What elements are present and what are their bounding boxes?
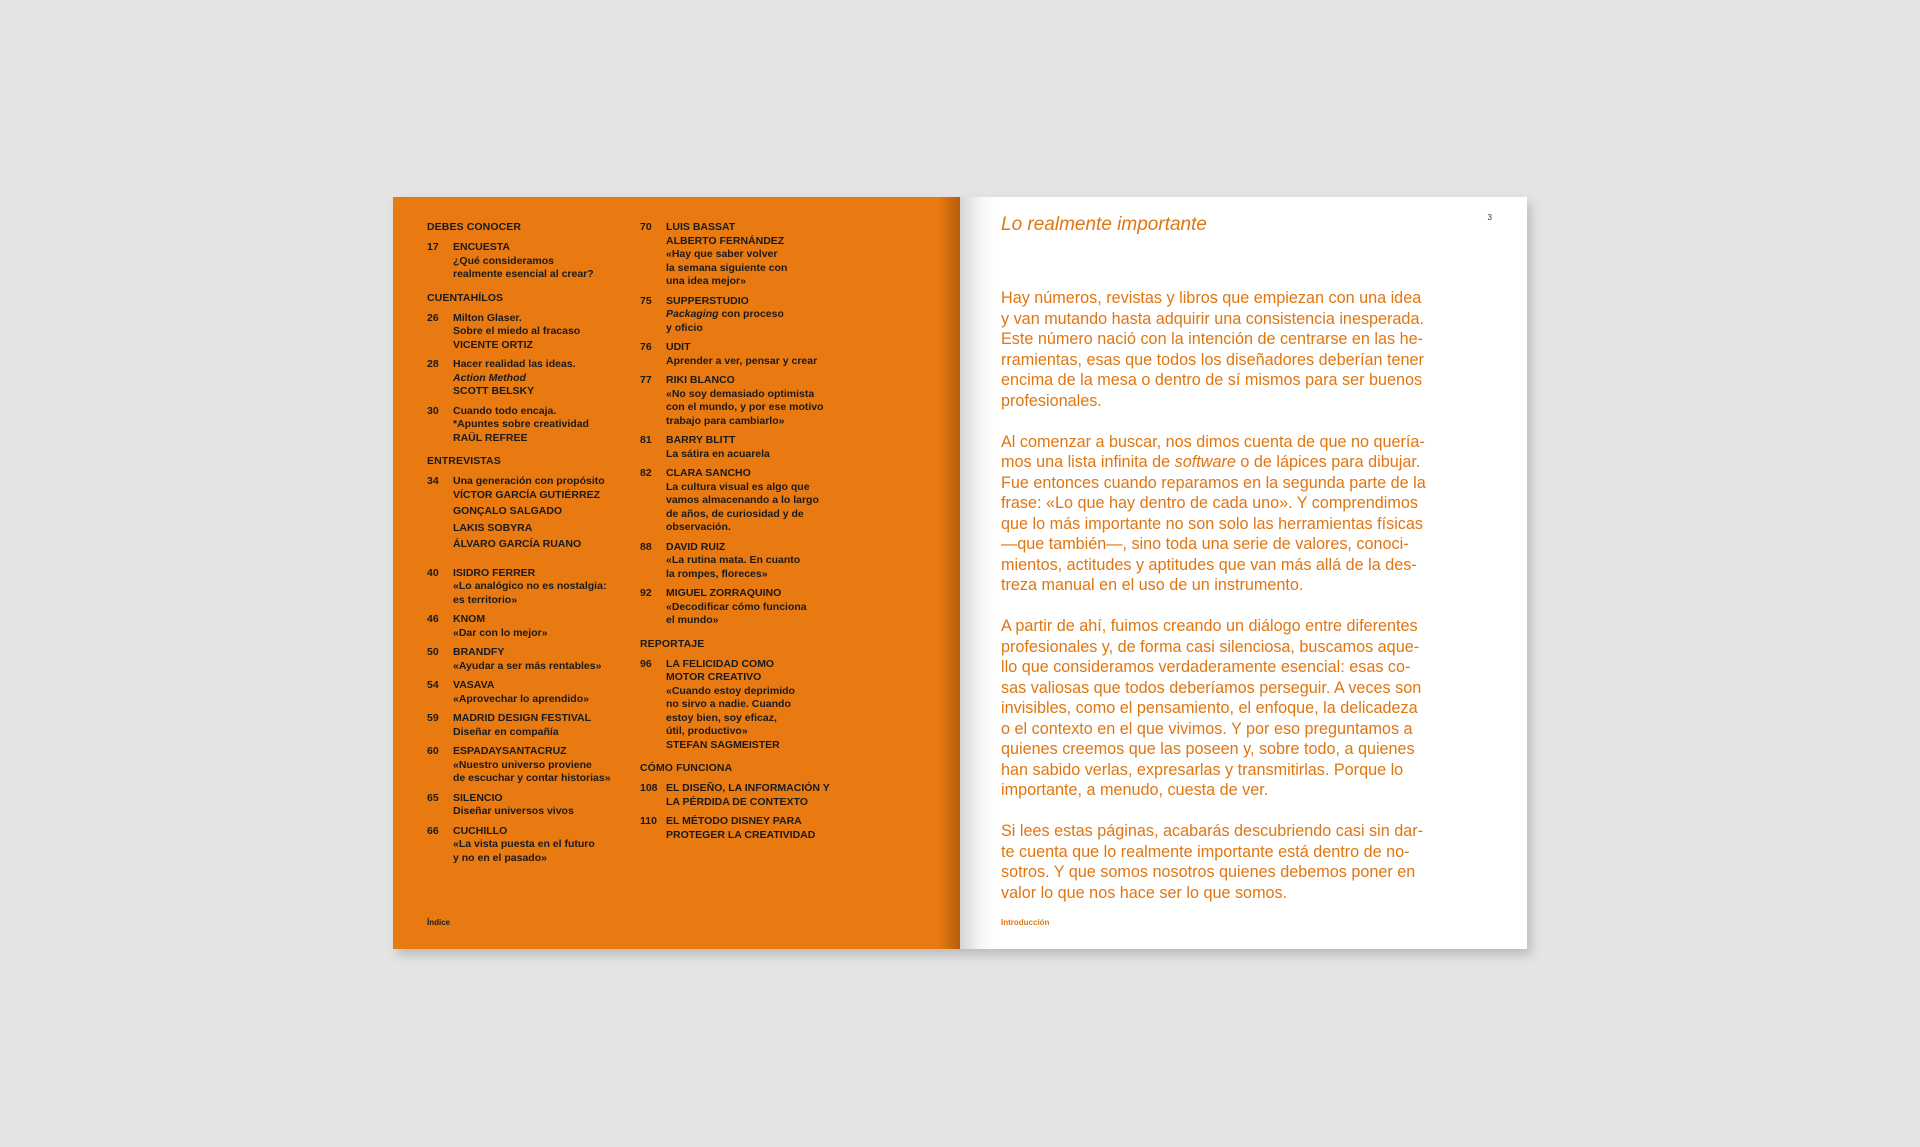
article-line: —que también—, sino toda una serie de valores, conoci- — [1001, 535, 1409, 553]
article-line: frase: «Lo que hay dentro de cada uno». Y comprendimos — [1001, 494, 1418, 512]
index-entry-line: RAÜL REFREE — [453, 431, 528, 444]
index-entry-line: LAKIS SOBYRA — [453, 521, 533, 534]
index-entry-line: «Cuando estoy deprimido — [666, 684, 795, 697]
index-entry — [640, 658, 840, 753]
index-entry-line: Sobre el miedo al fracaso — [453, 325, 581, 337]
index-page-number: 82 — [640, 467, 652, 479]
index-entry-line: con el mundo, y por ese motivo — [666, 401, 824, 413]
index-entry-line: una idea mejor» — [666, 275, 746, 287]
index-entry-line: EL MÉTODO DISNEY PARA — [666, 815, 802, 827]
index-section-heading: REPORTAJE — [640, 637, 705, 650]
index-entry-line: de escuchar y contar historias» — [453, 772, 611, 784]
article-paragraph — [1001, 432, 1461, 596]
article-paragraph — [1001, 288, 1461, 411]
article-line: encima de la mesa o dentro de sí mismos para ser buenos — [1001, 371, 1423, 389]
index-section-heading: CÓMO FUNCIONA — [640, 762, 733, 774]
index-entry-line: BRANDFY — [453, 646, 505, 658]
index-entry-line: «Aprovechar lo aprendido» — [453, 692, 589, 705]
article-line: Al comenzar a buscar, nos dimos cuenta de que no quería- — [1001, 432, 1425, 451]
index-entry-line: VICENTE ORTIZ — [453, 338, 533, 351]
index-footer-label: Índice — [427, 918, 451, 927]
article-line: profesionales y, de forma casi silenciosa, buscamos aque- — [1001, 637, 1420, 656]
index-entry-line: la rompes, floreces» — [666, 567, 768, 580]
index-entry-line: realmente esencial al crear? — [453, 268, 594, 280]
index-page-number: 60 — [427, 745, 439, 757]
index-entry-line: ¿Qué consideramos — [453, 254, 554, 267]
introduction-page — [960, 197, 1527, 949]
index-entry-line: la semana siguiente con — [666, 261, 788, 274]
index-entry-line: «La rutina mata. En cuanto — [666, 554, 801, 566]
index-entry — [640, 221, 840, 289]
article-line: mientos, actitudes y aptitudes que van más allá de la des- — [1001, 555, 1417, 574]
introduction-footer-label: Introducción — [1001, 918, 1050, 927]
index-entry-line: SILENCIO — [453, 791, 503, 804]
index-page-number: 96 — [640, 657, 652, 670]
index-entry-line: MADRID DESIGN FESTIVAL — [453, 712, 592, 724]
index-entry — [427, 745, 627, 786]
index-entry-line: «Dar con lo mejor» — [453, 626, 548, 639]
article-line: llo que consideramos verdaderamente esencial: esas co- — [1001, 658, 1411, 676]
article-line: invisibles, como el pensamiento, el enfoque, la delicadeza — [1001, 699, 1418, 717]
article-line: o el contexto en el que vivimos. Y por eso preguntamos a — [1001, 719, 1413, 738]
index-page-number: 77 — [640, 374, 652, 386]
index-page-number: 88 — [640, 540, 652, 553]
index-entry — [427, 358, 627, 399]
index-entry-line: Diseñar universos vivos — [453, 805, 574, 817]
index-entry-line: observación. — [666, 521, 731, 533]
index-entry-line: SUPPERSTUDIO — [666, 294, 749, 307]
index-entry-line: VÍCTOR GARCÍA GUTIÉRREZ — [453, 488, 601, 501]
index-entry-line: ENCUESTA — [453, 241, 510, 253]
article-paragraph — [1001, 616, 1461, 801]
index-entry-line: PROTEGER LA CREATIVIDAD — [666, 828, 816, 841]
index-section-heading: DEBES CONOCER — [427, 221, 522, 233]
index-entry-line: BARRY BLITT — [666, 434, 736, 446]
index-entry-line: «No soy demasiado optimista — [666, 387, 815, 400]
article-line: A partir de ahí, fuimos creando un diálogo entre diferentes — [1001, 617, 1418, 635]
index-entry-line: ÁLVARO GARCÍA RUANO — [453, 538, 582, 550]
index-entry — [427, 475, 627, 555]
index-page-number: 26 — [427, 311, 439, 324]
index-entry-line: VASAVA — [453, 679, 495, 691]
index-entry — [640, 434, 840, 461]
index-page-number: 75 — [640, 294, 652, 307]
index-entry — [640, 341, 840, 368]
article-line: sas valiosas que todos deberíamos perseguir. A veces son — [1001, 678, 1422, 697]
index-entry-line: útil, productivo» — [666, 725, 748, 737]
index-entry-line: Diseñar en compañía — [453, 725, 559, 738]
index-entry-line: STEFAN SAGMEISTER — [666, 738, 780, 751]
index-entry-line: y oficio — [666, 321, 703, 334]
index-entry-line: de años, de curiosidad y de — [666, 507, 804, 520]
index-entry-line: estoy bien, soy eficaz, — [666, 711, 777, 724]
index-entry — [427, 825, 627, 866]
index-section-heading: CUENTAHÍLOS — [427, 291, 504, 304]
index-entry — [640, 782, 840, 809]
index-entry — [427, 312, 627, 353]
index-column-left — [427, 221, 627, 871]
page-number: 3 — [1487, 213, 1492, 222]
index-column-right — [640, 221, 840, 848]
index-entry — [640, 541, 840, 582]
index-entry-line: KNOM — [453, 613, 486, 625]
index-entry-line: RIKI BLANCO — [666, 374, 735, 386]
article-title: Lo realmente importante — [1001, 214, 1207, 235]
article-line: te cuenta que lo realmente importante está dentro de no- — [1001, 842, 1410, 861]
index-entry-line: ALBERTO FERNÁNDEZ — [666, 234, 785, 247]
index-entry-line: Una generación con propósito — [453, 475, 605, 487]
article-line: que lo más importante no son solo las herramientas físicas — [1001, 514, 1423, 533]
index-page-number: 108 — [640, 782, 658, 794]
article-body — [1001, 288, 1461, 924]
index-entry-line: «Ayudar a ser más rentables» — [453, 659, 602, 672]
index-entry-line: trabajo para cambiarlo» — [666, 414, 785, 427]
index-page-number: 70 — [640, 221, 652, 233]
index-page-number: 92 — [640, 587, 652, 599]
index-entry-line: ISIDRO FERRER — [453, 566, 536, 579]
index-entry-line: Milton Glaser. — [453, 311, 522, 324]
article-line: Este número nació con la intención de centrarse en las he- — [1001, 330, 1424, 348]
article-line: rramientas, esas que todos los diseñadores deberían tener — [1001, 350, 1424, 369]
index-page — [393, 197, 960, 949]
index-entry — [640, 374, 840, 428]
article-line: mos una lista infinita de software o de lápices para dibujar. — [1001, 453, 1421, 471]
index-entry-line: CUCHILLO — [453, 824, 508, 837]
index-entry — [640, 587, 840, 628]
index-page-number: 46 — [427, 613, 439, 625]
article-line: profesionales. — [1001, 391, 1102, 410]
index-entry-line: Action Method — [453, 371, 526, 384]
index-entry-line: el mundo» — [666, 614, 719, 626]
index-entry-line: «Decodificar cómo funciona — [666, 600, 807, 613]
index-page-number: 30 — [427, 404, 439, 417]
index-entry-line: vamos almacenando a lo largo — [666, 494, 819, 506]
index-page-number: 59 — [427, 712, 439, 724]
index-entry — [427, 613, 627, 640]
index-entry — [427, 679, 627, 706]
index-entry-line: Cuando todo encaja. — [453, 404, 557, 417]
index-entry-line: MIGUEL ZORRAQUINO — [666, 587, 782, 599]
index-entry-line: LUIS BASSAT — [666, 221, 736, 233]
index-section-heading: ENTREVISTAS — [427, 455, 501, 467]
index-entry-line: EL DISEÑO, LA INFORMACIÓN Y — [666, 782, 830, 794]
article-line: Si lees estas páginas, acabarás descubriendo casi sin dar- — [1001, 822, 1424, 840]
article-line: y van mutando hasta adquirir una consistencia inesperada. — [1001, 309, 1424, 328]
index-entry-line: UDIT — [666, 341, 691, 353]
index-entry-line: Packaging con proceso — [666, 308, 784, 320]
index-page-number: 40 — [427, 566, 439, 579]
index-page-number: 81 — [640, 434, 652, 446]
index-entry-line: «La vista puesta en el futuro — [453, 838, 595, 850]
index-entry-line: «Lo analógico no es nostalgia: — [453, 580, 607, 592]
index-entry-line: es territorio» — [453, 593, 518, 606]
index-entry — [427, 405, 627, 446]
index-page-number: 65 — [427, 791, 439, 804]
index-entry-line: La cultura visual es algo que — [666, 480, 810, 493]
article-line: han sabido verlas, expresarlas y transmitirlas. Porque lo — [1001, 760, 1404, 779]
index-entry-line: GONÇALO SALGADO — [453, 505, 563, 517]
index-page-number: 50 — [427, 646, 439, 658]
index-entry-line: SCOTT BELSKY — [453, 385, 535, 397]
index-page-number: 17 — [427, 241, 439, 253]
article-line: sotros. Y que somos nosotros quienes debemos poner en — [1001, 863, 1416, 881]
index-page-number: 34 — [427, 475, 439, 487]
index-entry-line: Aprender a ver, pensar y crear — [666, 354, 818, 367]
index-entry-line: ESPADAYSANTACRUZ — [453, 745, 567, 757]
article-line: Fue entonces cuando reparamos en la segunda parte de la — [1001, 473, 1426, 492]
index-entry — [427, 567, 627, 608]
index-page-number: 54 — [427, 679, 439, 691]
article-line: Hay números, revistas y libros que empiezan con una idea — [1001, 289, 1422, 307]
index-page-number: 28 — [427, 358, 439, 370]
index-entry-line: Hacer realidad las ideas. — [453, 358, 576, 370]
index-entry — [640, 295, 840, 336]
index-entry-line: y no en el pasado» — [453, 851, 547, 864]
index-entry — [640, 815, 840, 842]
index-page-number: 76 — [640, 341, 652, 353]
index-entry-line: CLARA SANCHO — [666, 467, 751, 479]
article-paragraph — [1001, 821, 1461, 903]
index-entry-line: «Hay que saber volver — [666, 248, 778, 260]
index-entry-line: MOTOR CREATIVO — [666, 671, 762, 683]
index-page-number: 66 — [427, 824, 439, 837]
article-line: treza manual en el uso de un instrumento. — [1001, 576, 1304, 594]
index-entry-line: LA FELICIDAD COMO — [666, 657, 775, 670]
index-entry-line: no sirvo a nadie. Cuando — [666, 698, 791, 710]
index-entry-line: «Nuestro universo proviene — [453, 758, 592, 771]
index-entry-line: *Apuntes sobre creatividad — [453, 418, 589, 430]
article-line: quienes creemos que las poseen y, sobre todo, a quienes — [1001, 740, 1415, 758]
article-line: importante, a menudo, cuesta de ver. — [1001, 781, 1269, 799]
index-entry — [427, 792, 627, 819]
index-entry — [640, 467, 840, 535]
magazine-spread — [393, 197, 1527, 949]
index-entry — [427, 712, 627, 739]
index-entry — [427, 646, 627, 673]
article-line: valor lo que nos hace ser lo que somos. — [1001, 883, 1288, 902]
index-page-number: 110 — [640, 815, 657, 827]
index-entry-line: DAVID RUIZ — [666, 540, 726, 553]
index-entry — [427, 241, 627, 282]
index-entry-line: La sátira en acuarela — [666, 447, 770, 460]
index-entry-line: LA PÉRDIDA DE CONTEXTO — [666, 795, 808, 808]
